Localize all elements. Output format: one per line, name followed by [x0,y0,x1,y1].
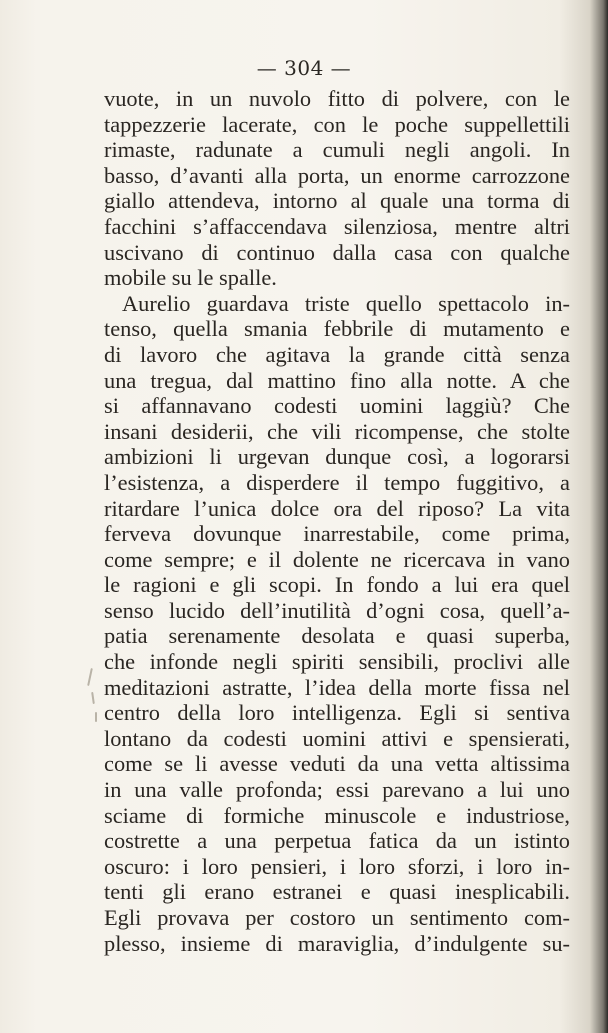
text-line: tenti gli erano estranei e quasi inesplicabili. [104,879,570,905]
text-line: Egli provava per costoro un sentimento com- [104,905,570,930]
text-line: lontano da codesti uomini attivi e spensierati, [104,725,570,751]
text-line: sciame di formiche minuscole e industriose, [104,802,570,828]
text-line: ferveva dovunque inarrestabile, come prima, [104,521,570,547]
text-line: in una valle profonda; essi parevano a lui uno [104,777,570,803]
text-line: rimaste, radunate a cumuli negli angoli. In [104,137,570,163]
text-line: mobile su le spalle. [104,265,277,291]
text-line: patia serenamente desolata e quasi superba, [104,623,570,649]
text-line: uscivano di continuo dalla casa con qualche [104,239,570,265]
text-line: senso lucido dell’inutilità d’ogni cosa, quell’a- [104,597,570,623]
text-line: che infonde negli spiriti sensibili, proclivi alle [104,649,570,675]
text-line: meditazioni astratte, l’idea della morte fissa nel [104,674,570,700]
page-number: — 304 — [256,56,352,80]
text-line: le ragioni e gli scopi. In fondo a lui era quel [104,572,570,598]
margin-pencil-mark [95,712,97,722]
text-line: una tregua, dal mattino fino alla notte. A che [104,367,570,393]
text-line: oscuro: i loro pensieri, i loro sforzi, i loro in- [104,853,570,879]
text-line: vuote, in un nuvolo fitto di polvere, con le [104,86,570,111]
text-line: giallo attendeva, intorno al quale una torma di [104,188,570,214]
text-line: ritardare l’unica dolce ora del riposo? La vita [104,495,570,521]
text-line: di lavoro che agitava la grande città senza [104,341,570,367]
text-line: ambizioni li urgevan dunque così, a logorarsi [104,444,570,470]
text-line: tenso, quella smania febbrile di mutamento e [104,316,570,342]
text-line: come sempre; e il dolente ne ricercava in vano [104,546,570,572]
text-line: tappezzerie lacerate, con le poche suppellettili [104,111,570,137]
text-line: l’esistenza, a disperdere il tempo fuggitivo, a [104,469,570,495]
text-line: plesso, insieme di maraviglia, d’indulgente su- [104,930,570,956]
margin-pencil-mark [87,668,93,686]
text-line: si affannavano codesti uomini laggiù? Che [104,393,570,419]
margin-pencil-mark [91,692,95,704]
text-line: come se li avesse veduti da una vetta altissima [104,751,570,777]
text-line: Aurelio guardava triste quello spettacolo in- [122,290,570,316]
text-line: costrette a una perpetua fatica da un istinto [104,828,570,854]
body-text [104,86,570,956]
text-line: insani desiderii, che vili ricompense, che stolte [104,418,570,444]
text-line: basso, d’avanti alla porta, un enorme carrozzone [104,162,570,188]
text-line: facchini s’affaccendava silenziosa, mentre altri [104,213,570,239]
text-line: centro della loro intelligenza. Egli si sentiva [104,700,570,726]
